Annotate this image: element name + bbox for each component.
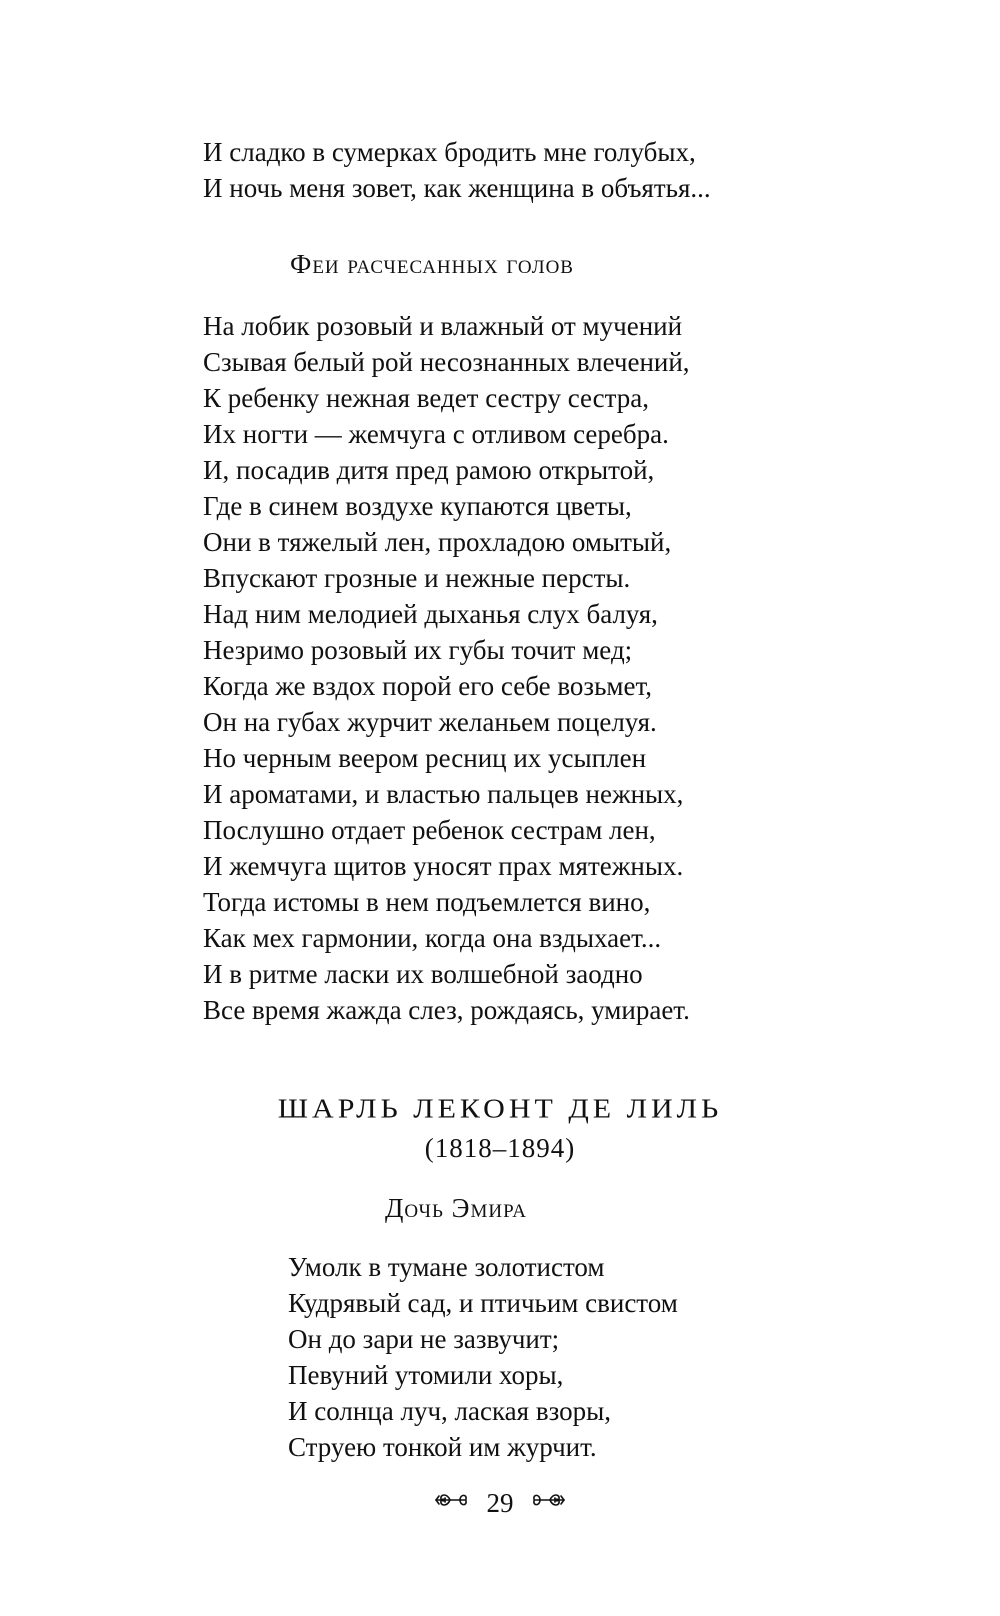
verse-line: Послушно отдает ребенок сестрам лен, xyxy=(203,815,656,845)
page-number: 29 xyxy=(486,1487,514,1518)
poem-body xyxy=(203,308,690,1028)
poem-title: Феи расчесанных голов xyxy=(290,249,574,279)
verse-line: Где в синем воздухе купаются цветы, xyxy=(203,491,632,521)
author-years: (1818–1894) xyxy=(424,1133,576,1163)
page-footer xyxy=(0,1482,1000,1521)
verse-line: Кудрявый сад, и птичьим свистом xyxy=(288,1288,678,1318)
verse-line: Но черным веером ресниц их усыплен xyxy=(203,743,647,773)
verse-line: И солнца луч, лаская взоры, xyxy=(288,1396,611,1426)
verse-line: И, посадив дитя пред рамою открытой, xyxy=(203,455,655,485)
verse-line: Как мех гармонии, когда она вздыхает... xyxy=(203,923,662,953)
verse-line: Струею тонкой им журчит. xyxy=(288,1432,597,1462)
verse-line: Когда же вздох порой его себе возьмет, xyxy=(203,671,652,701)
intro-stanza xyxy=(203,134,711,206)
verse-line: Он на губах журчит желаньем поцелуя. xyxy=(203,707,657,737)
verse-line: Их ногти — жемчуга с отливом серебра. xyxy=(203,419,669,449)
verse-line: Над ним мелодией дыханья слух балуя, xyxy=(203,599,658,629)
verse-line: И ночь меня зовет, как женщина в объятья... xyxy=(203,173,711,203)
fleuron-left-icon xyxy=(434,1490,468,1510)
verse-line: И ароматами, и властью пальцев нежных, xyxy=(203,779,684,809)
author-name: ШАРЛЬ ЛЕКОНТ ДЕ ЛИЛЬ xyxy=(277,1093,723,1124)
verse-line: Певуний утомили хоры, xyxy=(288,1360,564,1390)
verse-line: Он до зари не зазвучит; xyxy=(288,1324,560,1354)
verse-line: Сзывая белый рой несознанных влечений, xyxy=(203,347,690,377)
verse-line: Тогда истомы в нем подъемлется вино, xyxy=(203,887,651,917)
poem-title: Дочь Эмира xyxy=(385,1193,527,1223)
verse-line: Все время жажда слез, рождаясь, умирает. xyxy=(203,995,690,1025)
verse-line: Они в тяжелый лен, прохладою омытый, xyxy=(203,527,672,557)
verse-line: Незримо розовый их губы точит мед; xyxy=(203,635,633,665)
verse-line: Впускают грозные и нежные персты. xyxy=(203,563,631,593)
poem-body xyxy=(288,1249,678,1465)
verse-line: К ребенку нежная ведет сестру сестра, xyxy=(203,383,650,413)
verse-line: И сладко в сумерках бродить мне голубых, xyxy=(203,137,696,167)
verse-line: Умолк в тумане золотистом xyxy=(288,1252,605,1282)
fleuron-right-icon xyxy=(532,1490,566,1510)
verse-line: И в ритме ласки их волшебной заодно xyxy=(203,959,643,989)
verse-line: На лобик розовый и влажный от мучений xyxy=(203,311,683,341)
verse-line: И жемчуга щитов уносят прах мятежных. xyxy=(203,851,684,881)
